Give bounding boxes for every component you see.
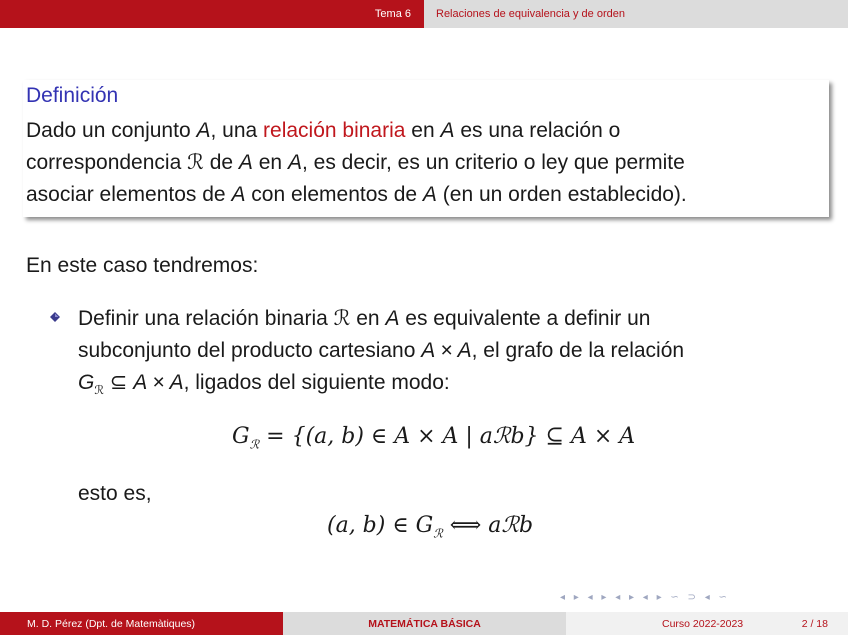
item-text: Definir una relación binaria	[78, 307, 334, 330]
math-a: A	[238, 151, 253, 174]
def-text: , una	[210, 119, 264, 142]
def-text: (en un orden establecido).	[436, 183, 687, 206]
equation-set: {(a, b) ∈ A × A | aℛb} ⊆ A × A	[291, 424, 636, 449]
math-a: A	[196, 119, 211, 142]
item-text: es equivalente a definir un	[399, 307, 651, 330]
def-text: es una relación o	[454, 119, 621, 142]
item-text: subconjunto del producto cartesiano	[78, 339, 422, 362]
def-text: en	[252, 151, 288, 174]
def-text: correspondencia	[26, 151, 188, 174]
footer-right	[566, 612, 848, 635]
def-text: de	[203, 151, 239, 174]
equation-left: (a, b) ∈ G	[327, 513, 434, 538]
math-r-sub: ℛ	[433, 526, 443, 541]
math-r: ℛ	[333, 307, 351, 330]
intro-text: En este caso tendremos:	[26, 254, 259, 277]
def-text: con elementos de	[245, 183, 423, 206]
math-a: A	[287, 151, 302, 174]
definition-text	[26, 115, 826, 211]
item-text: ⊆	[103, 371, 134, 394]
equation-right: ⟺ aℛb	[442, 513, 534, 538]
list-item	[78, 303, 838, 406]
equation-iff	[327, 513, 533, 540]
item-text: , ligados del siguiente modo:	[183, 371, 450, 394]
footer-course-title: MATEMÁTICA BÁSICA	[283, 612, 566, 635]
math-a: A	[440, 119, 455, 142]
item-text: en	[350, 307, 386, 330]
math-a: A	[231, 183, 246, 206]
beamer-navigation[interactable]: ◂ ▸ ◂ ▸ ◂ ▸ ◂ ▸ ∽ ⊃ ◂ ∽	[560, 592, 730, 603]
footer-term: Curso 2022-2023	[662, 617, 744, 630]
math-g: G	[232, 424, 250, 449]
math-r: ℛ	[187, 151, 204, 174]
math-g: G	[78, 371, 95, 394]
header-section[interactable]: Tema 6	[0, 0, 424, 28]
esto-text: esto es,	[78, 482, 152, 505]
math-a: A	[385, 307, 400, 330]
bullet-icon	[50, 312, 60, 322]
math-a: A	[422, 183, 437, 206]
def-text: Dado un conjunto	[26, 119, 197, 142]
header-bar	[0, 0, 848, 28]
footer-author: M. D. Pérez (Dpt. de Matemàtiques)	[0, 612, 283, 635]
footer-page-number: 2 / 18	[801, 617, 828, 630]
equation-graph: $G_ℛ = \{(a$, b) ∈ A × A | aℛb} ⊆ A × A	[232, 424, 636, 452]
item-text: , el grafo de la relación	[471, 339, 685, 362]
math-r-sub: ℛ	[94, 383, 104, 398]
math-product: A × A	[133, 371, 184, 394]
math-r-sub: ℛ	[249, 437, 260, 452]
footer-bar	[0, 612, 848, 635]
def-text: , es decir, es un criterio o ley que permite	[301, 151, 685, 174]
highlight-term: relación binaria	[263, 119, 406, 142]
def-text: en	[405, 119, 441, 142]
def-text: asociar elementos de	[26, 183, 232, 206]
definition-title: Definición	[26, 84, 119, 107]
math-product: A × A	[421, 339, 472, 362]
header-subsection[interactable]: Relaciones de equivalencia y de orden	[424, 0, 848, 28]
